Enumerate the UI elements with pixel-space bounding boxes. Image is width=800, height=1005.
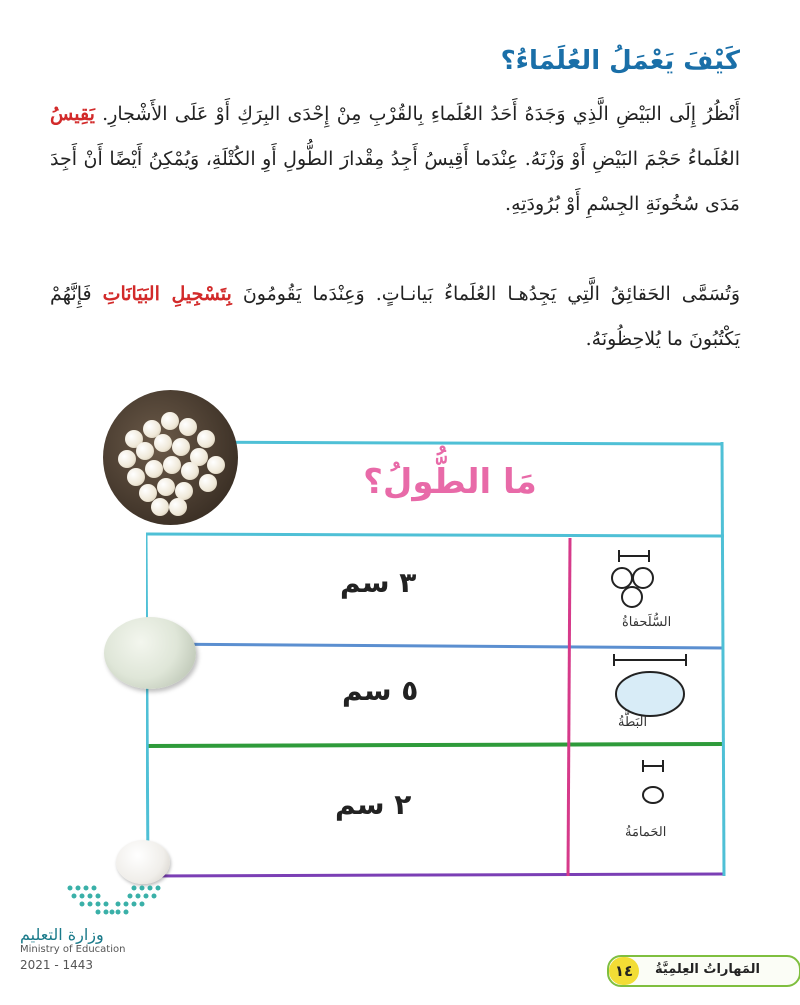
ministry-name-ar: وزارة التعليم [20,925,104,944]
table-right-line [722,442,724,876]
paragraph-1-text-a: أَنْظُرُ إِلَى البَيْضِ الَّذِي وَجَدَهُ أَحَدُ العُلَماءِ بِالقُرْبِ مِنْ إِحْدَى البِرَكِ أَوْ عَلَى الأَشْجارِ. [102,103,740,125]
turtle-label: السُّلَحفاةُ [622,615,672,630]
duck-length-value: ٥ سم [342,674,419,707]
paragraph-2-text-a: وَتُسَمَّى الحَقائِقُ الَّتِي يَجِدُهـا العُلَماءُ بَيانـاتٍ. وَعِنْدَما يَقُومُونَ [242,283,740,305]
table-row-line-2 [146,744,724,746]
ministry-logo-icon [62,882,162,918]
table-row-line-1 [146,644,724,648]
turtle-eggs-photo [103,390,238,525]
section-label: المَهاراتُ العِلمِيَّةُ [655,962,760,977]
table-left-line [146,534,148,876]
section-heading: كَيْفَ يَعْمَلُ العُلَمَاءُ؟ [500,46,740,76]
pigeon-label: الحَمامَةُ [625,825,667,840]
duck-egg-drawing [614,654,686,716]
paragraph-1-text-b: العُلَماءُ حَجْمَ البَيْضِ أَوْ وَزْنَهُ. عِنْدَما أَقِيسُ أَجِدُ مِقْدارَ الطُّولِ أَوِ الكُتْلَةِ، وَيُمْكِنُ أَيْضًا أَنْ أَجِدَ مَدَى سُخُونَةِ الجِسْمِ أَوْ بُرُودَتِهِ. [50,148,740,215]
table-divider-line [568,538,570,876]
pigeon-length-value: ٢ سم [335,788,412,821]
pigeon-egg-drawing [643,760,663,803]
table-title: مَا الطُّولُ؟ [363,462,537,502]
turtle-length-value: ٣ سم [340,566,417,599]
pigeon-egg-photo [116,840,170,884]
ministry-name-en: Ministry of Education [20,944,126,955]
paragraph-1 [50,92,740,227]
page-number: ١٤ [609,957,639,985]
paragraph-2 [50,272,740,362]
length-table [146,438,726,878]
table-bottom-line [146,874,724,876]
keyword-measure: يَقِيسُ [50,103,95,125]
table-title-line [146,534,724,536]
duck-label: البَطَّةُ [618,715,648,730]
keyword-record-data: بِتَسْجِيلِ البَيَانَاتِ [102,283,232,305]
paragraph-2-text-b: فَإِنَّهُمْ يَكْتُبُونَ ما يُلاحِظُونَهُ. [50,283,740,350]
duck-egg-photo [104,617,196,689]
edition-year: 2021 - 1443 [20,958,94,972]
turtle-eggs-drawing [612,550,653,607]
